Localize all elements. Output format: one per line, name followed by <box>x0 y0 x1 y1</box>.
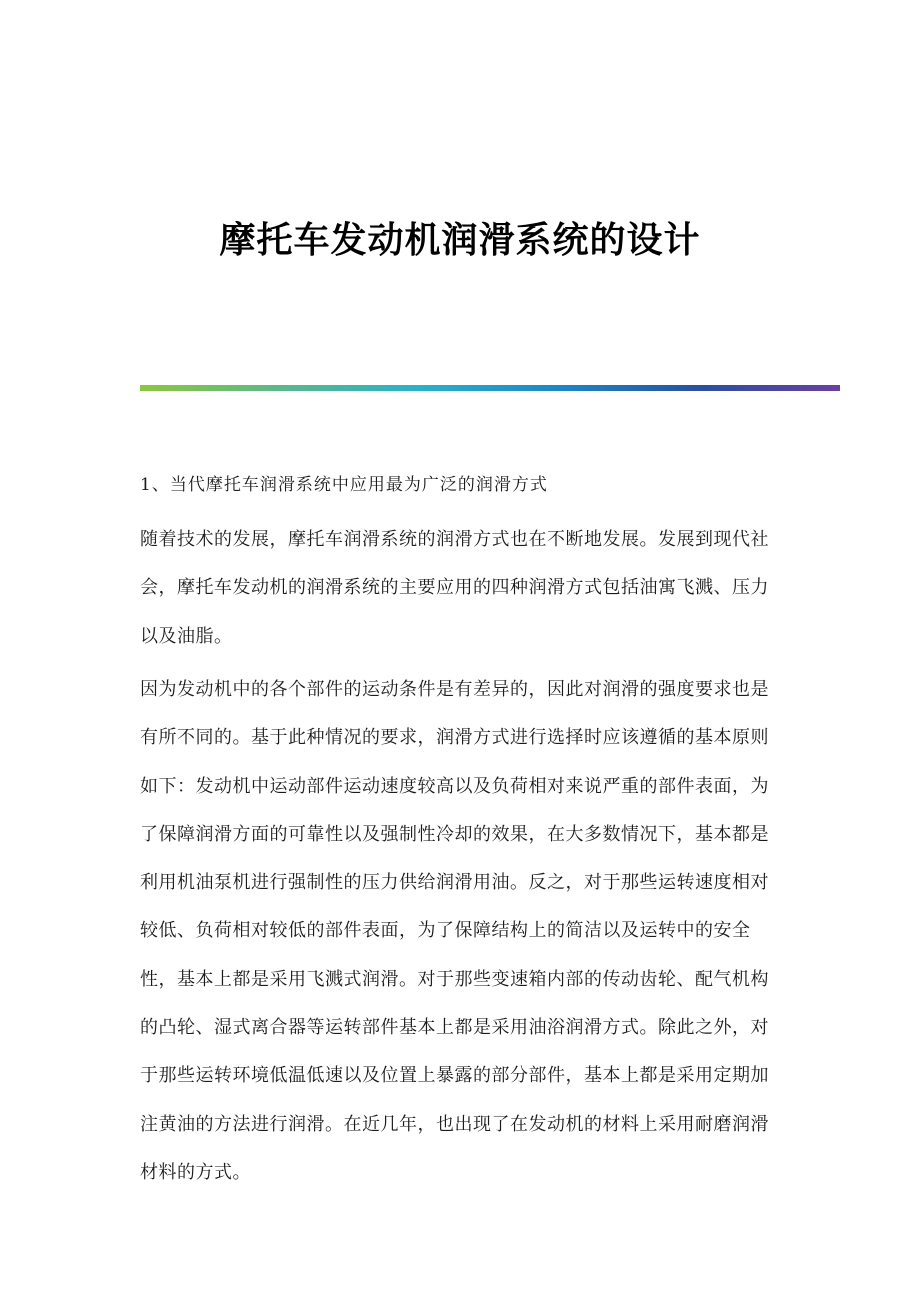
paragraph-line: 性，基本上都是采用飞溅式润滑。对于那些变速箱内部的传动齿轮、配气机构 <box>140 968 769 990</box>
paragraph-1 <box>140 516 800 661</box>
gradient-divider <box>140 385 840 391</box>
paragraph-line: 注黄油的方法进行润滑。在近几年，也出现了在发动机的材料上采用耐磨润滑 <box>140 1113 769 1135</box>
paragraph-line: 材料的方式。 <box>140 1161 251 1183</box>
paragraph-line: 因为发动机中的各个部件的运动条件是有差异的，因此对润滑的强度要求也是 <box>140 679 769 700</box>
paragraph-line: 于那些运转环境低温低速以及位置上暴露的部分部件，基本上都是采用定期加 <box>140 1065 769 1087</box>
paragraph-line: 了保障润滑方面的可靠性以及强制性冷却的效果，在大多数情况下，基本都是 <box>140 823 769 845</box>
paragraph-line: 以及油脂。 <box>140 625 233 647</box>
paragraph-line: 较低、负荷相对较低的部件表面，为了保障结构上的简洁以及运转中的安全 <box>140 920 751 942</box>
paragraph-line: 有所不同的。基于此种情况的要求，润滑方式进行选择时应该遵循的基本原则 <box>140 727 769 749</box>
paragraph-line: 如下：发动机中运动部件运动速度较高以及负荷相对来说严重的部件表面，为 <box>140 775 769 797</box>
paragraph-line: 随着技术的发展，摩托车润滑系统的润滑方式也在不断地发展。发展到现代社 <box>140 529 769 550</box>
paragraph-line: 的凸轮、湿式离合器等运转部件基本上都是采用油浴润滑方式。除此之外，对 <box>140 1017 769 1039</box>
paragraph-2 <box>140 666 800 1197</box>
paragraph-line: 利用机油泵机进行强制性的压力供给润滑用油。反之，对于那些运转速度相对 <box>140 872 769 894</box>
section-heading: 1、当代摩托车润滑系统中应用最为广泛的润滑方式 <box>140 475 548 495</box>
paragraph-line: 会，摩托车发动机的润滑系统的主要应用的四种润滑方式包括油寓飞溅、压力 <box>140 577 769 599</box>
document-title: 摩托车发动机润滑系统的设计 <box>219 219 701 261</box>
